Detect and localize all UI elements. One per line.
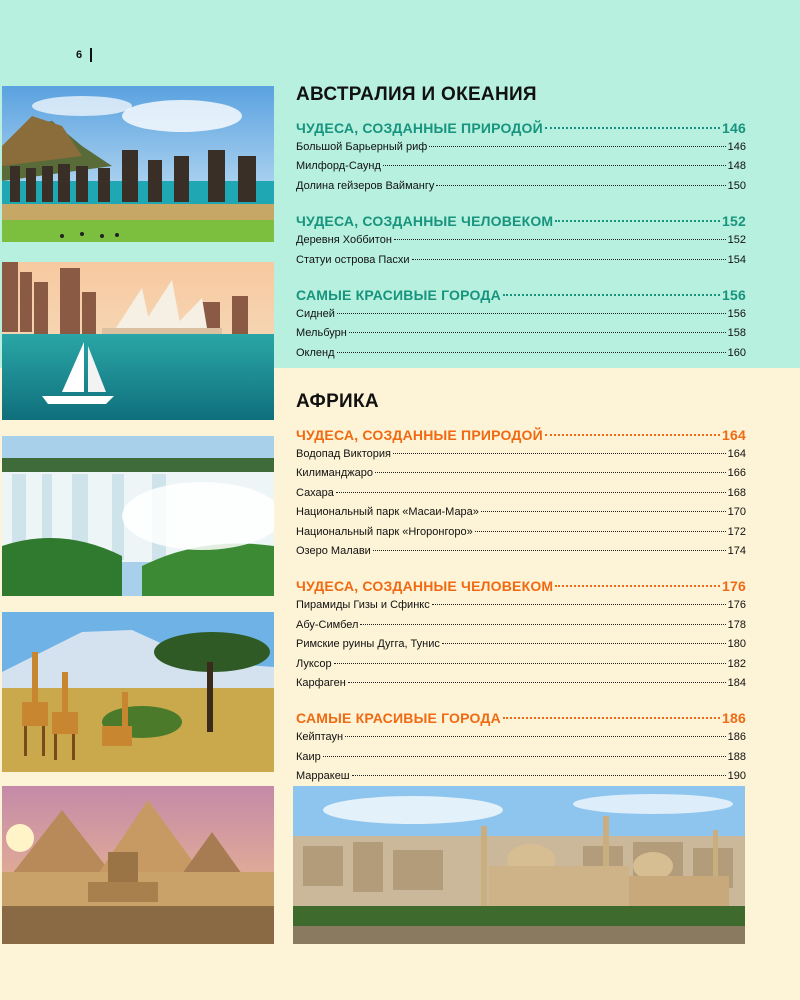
leader-dots xyxy=(555,585,720,587)
toc-entry[interactable] xyxy=(296,445,746,464)
entry-title: Озеро Малави xyxy=(296,544,371,557)
toc-entry[interactable] xyxy=(296,728,746,747)
region-title-africa: АФРИКА xyxy=(296,391,379,412)
leader-dots xyxy=(373,550,726,551)
entry-title: Национальный парк «Масаи-Мара» xyxy=(296,506,479,519)
entry-page: 176 xyxy=(727,599,746,612)
toc-entry[interactable] xyxy=(296,324,746,343)
category-page: 164 xyxy=(722,427,746,443)
leader-dots xyxy=(412,259,726,260)
category-page: 146 xyxy=(722,120,746,136)
toc-entry[interactable] xyxy=(296,231,746,250)
leader-dots xyxy=(337,352,726,353)
toc-entry[interactable] xyxy=(296,157,746,176)
toc-entry[interactable] xyxy=(296,635,746,654)
toc-category[interactable] xyxy=(296,708,746,728)
toc-entry[interactable] xyxy=(296,138,746,157)
category-page: 152 xyxy=(722,213,746,230)
leader-dots xyxy=(348,682,726,683)
toc-entry[interactable] xyxy=(296,767,746,786)
toc-entry[interactable] xyxy=(296,616,746,635)
leader-dots xyxy=(375,472,726,473)
entry-title: Статуи острова Пасхи xyxy=(296,253,410,266)
entry-title: Килиманджаро xyxy=(296,467,373,480)
toc-category[interactable] xyxy=(296,576,746,596)
leader-dots xyxy=(393,453,726,454)
leader-dots xyxy=(337,313,726,314)
entry-page: 174 xyxy=(727,544,746,557)
entry-page: 148 xyxy=(727,160,746,173)
category-title: САМЫЕ КРАСИВЫЕ ГОРОДА xyxy=(296,710,501,727)
photo-giza-pyramids xyxy=(2,786,274,944)
entry-title: Каир xyxy=(296,750,321,763)
category-page: 156 xyxy=(722,286,746,303)
toc-oceania xyxy=(296,82,746,363)
entry-title: Деревня Хоббитон xyxy=(296,234,392,247)
toc-entry[interactable] xyxy=(296,542,746,561)
leader-dots xyxy=(481,511,726,512)
entry-page: 150 xyxy=(727,179,746,192)
entry-title: Мельбурн xyxy=(296,327,347,340)
toc-entry[interactable] xyxy=(296,503,746,522)
leader-dots xyxy=(383,165,726,166)
leader-dots xyxy=(429,146,725,147)
toc-category[interactable] xyxy=(296,118,746,138)
category-page: 176 xyxy=(722,578,746,595)
toc-entry[interactable] xyxy=(296,464,746,483)
photo-cairo-skyline xyxy=(293,786,745,944)
leader-dots xyxy=(349,332,726,333)
leader-dots xyxy=(555,220,720,222)
toc-entry[interactable] xyxy=(296,305,746,324)
toc-entry[interactable] xyxy=(296,674,746,693)
toc-africa xyxy=(296,389,746,786)
leader-dots xyxy=(432,604,726,605)
leader-dots xyxy=(345,736,726,737)
entry-page: 168 xyxy=(727,486,746,499)
leader-dots xyxy=(336,492,726,493)
entry-page: 164 xyxy=(727,448,746,460)
toc-entry[interactable] xyxy=(296,523,746,542)
entry-page: 186 xyxy=(727,731,746,744)
entry-page: 156 xyxy=(727,307,746,320)
toc-category[interactable] xyxy=(296,285,746,305)
entry-page: 172 xyxy=(727,525,746,538)
entry-title: Пирамиды Гизы и Сфинкс xyxy=(296,599,430,612)
leader-dots xyxy=(442,643,726,644)
category-title: САМЫЕ КРАСИВЫЕ ГОРОДА xyxy=(296,286,501,303)
entry-title: Карфаген xyxy=(296,676,346,689)
category-title: ЧУДЕСА, СОЗДАННЫЕ ЧЕЛОВЕКОМ xyxy=(296,578,554,595)
entry-page: 178 xyxy=(727,618,746,631)
entry-title: Водопад Виктория xyxy=(296,448,391,460)
leader-dots xyxy=(503,717,720,719)
entry-page: 188 xyxy=(727,750,746,763)
toc-entry[interactable] xyxy=(296,655,746,674)
entry-page: 180 xyxy=(727,638,746,651)
page-number: 6 xyxy=(76,49,83,61)
entry-title: Марракеш xyxy=(296,770,350,783)
entry-title: Окленд xyxy=(296,346,335,359)
entry-page: 152 xyxy=(727,234,746,247)
category-title: ЧУДЕСА, СОЗДАННЫЕ ПРИРОДОЙ xyxy=(296,120,543,136)
entry-page: 170 xyxy=(727,506,746,519)
toc-category[interactable] xyxy=(296,425,746,445)
entry-title: Луксор xyxy=(296,657,332,670)
entry-title: Абу-Симбел xyxy=(296,618,359,631)
entry-title: Сахара xyxy=(296,486,334,499)
entry-page: 146 xyxy=(727,141,746,153)
entry-page: 166 xyxy=(727,467,746,480)
entry-title: Большой Барьерный риф xyxy=(296,141,428,153)
entry-title: Сидней xyxy=(296,307,335,320)
entry-page: 154 xyxy=(727,253,746,266)
category-title: ЧУДЕСА, СОЗДАННЫЕ ПРИРОДОЙ xyxy=(296,427,543,443)
entry-page: 184 xyxy=(727,676,746,689)
leader-dots xyxy=(503,294,720,296)
toc-entry[interactable] xyxy=(296,484,746,503)
photo-victoria-falls xyxy=(2,436,274,596)
entry-title: Милфорд-Саунд xyxy=(296,160,381,173)
leader-dots xyxy=(436,185,725,186)
toc-category[interactable] xyxy=(296,211,746,231)
toc-entry[interactable] xyxy=(296,748,746,767)
leader-dots xyxy=(394,239,726,240)
leader-dots xyxy=(545,434,720,436)
leader-dots xyxy=(360,624,725,625)
leader-dots xyxy=(352,775,726,776)
leader-dots xyxy=(323,756,726,757)
entry-title: Долина гейзеров Ваймангу xyxy=(296,179,435,192)
entry-page: 182 xyxy=(727,657,746,670)
toc-entry[interactable] xyxy=(296,177,746,196)
entry-title: Национальный парк «Нгоронгоро» xyxy=(296,525,473,538)
page-number-divider xyxy=(90,48,92,62)
region-title-oceania: АВСТРАЛИЯ И ОКЕАНИЯ xyxy=(296,84,537,105)
leader-dots xyxy=(475,531,726,532)
entry-page: 158 xyxy=(727,327,746,340)
photo-sydney-opera-house xyxy=(2,262,274,420)
leader-dots xyxy=(334,663,726,664)
entry-page: 160 xyxy=(727,346,746,359)
entry-title: Римские руины Дугга, Тунис xyxy=(296,638,440,651)
entry-title: Кейптаун xyxy=(296,731,344,744)
toc-entry[interactable] xyxy=(296,344,746,363)
toc-entry[interactable] xyxy=(296,596,746,615)
photo-easter-island-moai xyxy=(2,86,274,242)
photo-giraffes-kilimanjaro xyxy=(2,612,274,772)
toc-entry[interactable] xyxy=(296,251,746,270)
entry-page: 190 xyxy=(727,770,746,783)
category-page: 186 xyxy=(722,710,746,727)
category-title: ЧУДЕСА, СОЗДАННЫЕ ЧЕЛОВЕКОМ xyxy=(296,213,554,230)
leader-dots xyxy=(545,127,720,129)
